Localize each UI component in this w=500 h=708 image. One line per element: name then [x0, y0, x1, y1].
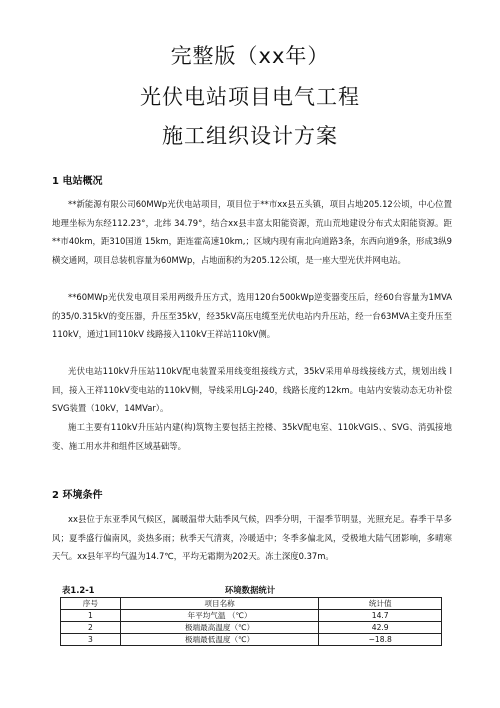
- table-cell: 极端最低温度（℃）: [120, 634, 319, 646]
- doc-title-line3: 施工组织设计方案: [162, 124, 338, 148]
- table-header-cell: 序号: [61, 598, 121, 610]
- table-header-cell: 统计值: [319, 598, 442, 610]
- table-cell: 2: [61, 622, 121, 634]
- table-cell: 极端最高温度（℃）: [120, 622, 319, 634]
- overview-paragraph-2: **60MWp光伏发电项目采用两级升压方式，选用120台500kWp逆变器变压后，经60台容量为1MVA的35/0.315kV的变压器，升压至35kV，经35kV高压电缆至光伏电站内升压站，经一台63MVA主变升压至110kV，通过1回110kV 线路接入110kV王祥站110kV侧。: [52, 292, 452, 340]
- table-row: [61, 634, 442, 646]
- section-heading-environment: 2 环境条件: [52, 490, 103, 501]
- table-cell: 3: [61, 634, 121, 646]
- environment-paragraph: xx县位于东亚季风气候区，属暖温带大陆季风气候，四季分明，干湿季节明显，光照充足。春季干旱多风；夏季盛行偏南风，炎热多雨；秋季天气清爽，冷暖适中；冬季多偏北风，受极地大陆气团影响，多晴寒天气。xx县年平均气温为14.7℃，平均无霜期为202天。冻土深度0.37m。: [52, 514, 452, 562]
- table-cell: 42.9: [319, 622, 442, 634]
- table-header-row: [61, 598, 442, 610]
- table-caption: 表1.2-1: [62, 585, 95, 595]
- section-heading-overview: 1 电站概况: [52, 176, 103, 187]
- doc-title-line2: 光伏电站项目电气工程: [140, 85, 360, 109]
- overview-paragraph-4: 施工主要有110kV升压站内建(构)筑物主要包括主控楼、35kV配电室、110kVGIS、、SVG、消弧接地变、施工用水井和组件区域基础等。: [52, 422, 452, 451]
- overview-paragraph-1: **新能源有限公司60MWp光伏电站项目，项目位于**市xx县五头镇，项目占地205.12公顷，中心位置地理坐标为东经112.23°，北纬 34.79°，结合xx县丰富太阳能资源，荒山荒地建设分布式太阳能资源。距**市40km，距310国道 15km，距连霍高速10km,；区域内现有南北向道路3条，东西向道9条，形成3纵9横交通网，项目总装机容量为60MWp，占地面积约为205.12公顷，是一座大型光伏并网电站。: [52, 199, 452, 265]
- environment-data-table: [60, 597, 442, 646]
- table-title: 环境数据统计: [224, 585, 276, 595]
- overview-paragraph-3: 光伏电站110kV升压站110kV配电装置采用线变组接线方式，35kV采用单母线接线方式，规划出线 l 回，接入王祥110kV变电站的110kV侧，导线采用LGJ-240，线路长度约12km。电站内安装动态无功补偿SVG装置（10kV，14MVar）。: [52, 366, 452, 414]
- table-cell: −18.8: [319, 634, 442, 646]
- table-row: [61, 610, 442, 622]
- doc-title-line1: 完整版（xx年）: [170, 44, 330, 68]
- table-cell: 1: [61, 610, 121, 622]
- table-cell: 14.7: [319, 610, 442, 622]
- table-cell: 年平均气温 （℃）: [120, 610, 319, 622]
- table-row: [61, 622, 442, 634]
- table-header-cell: 项目名称: [120, 598, 319, 610]
